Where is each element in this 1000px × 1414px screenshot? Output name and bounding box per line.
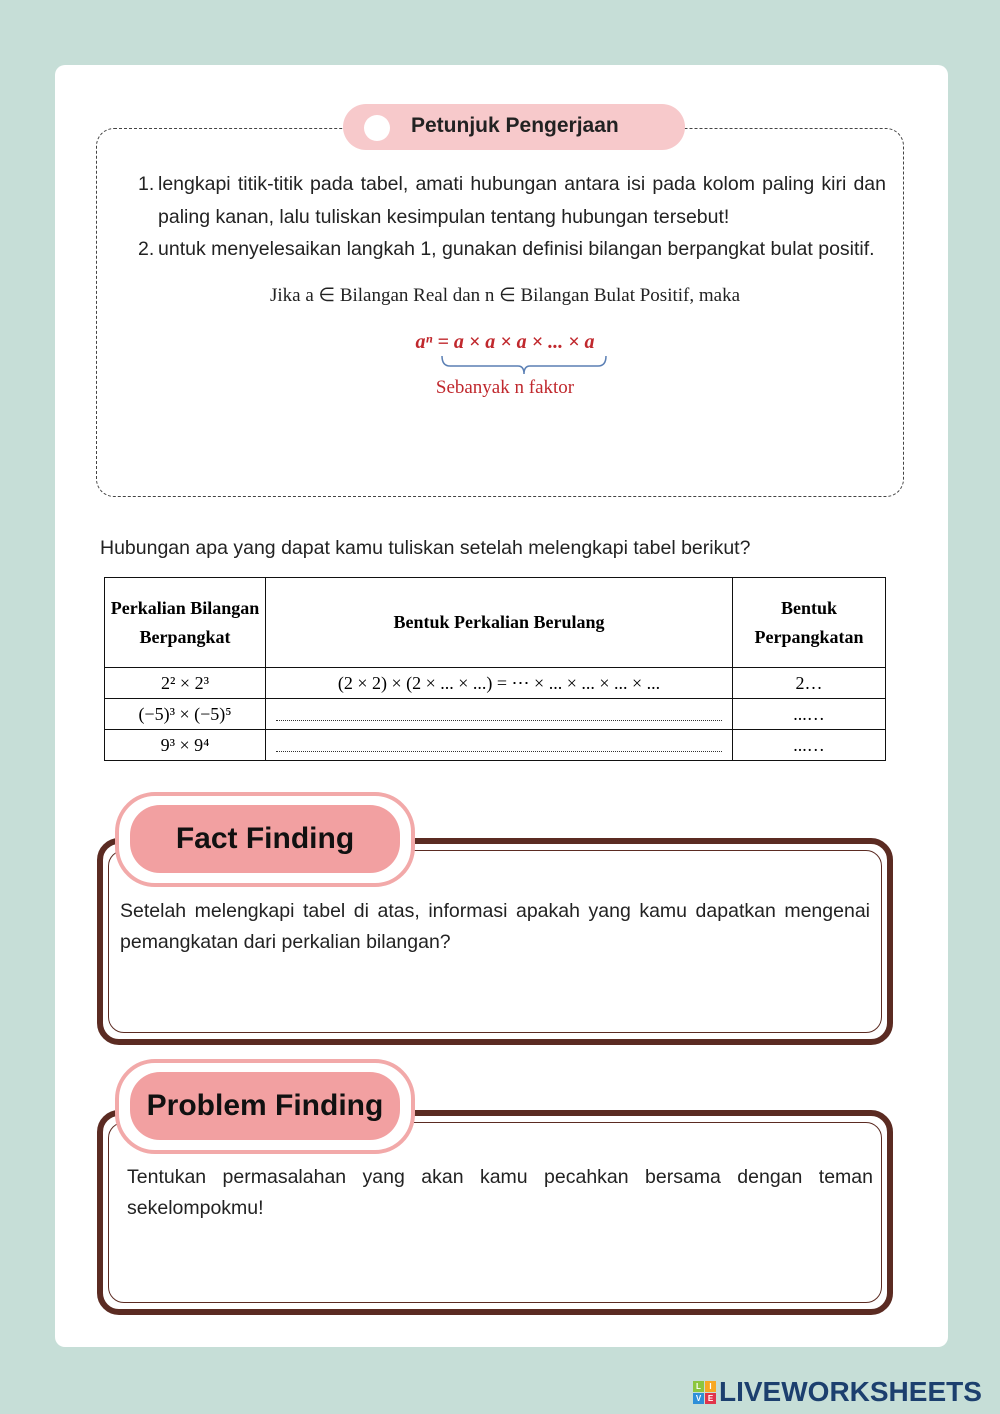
header-col-1: Perkalian Bilangan Berpangkat xyxy=(105,578,266,668)
table-row xyxy=(105,730,886,761)
problem-finding-text: Tentukan permasalahan yang akan kamu pecahkan bersama dengan teman sekelompokmu! xyxy=(127,1166,873,1219)
cell-power[interactable]: ...… xyxy=(733,730,886,761)
item-number: 2. xyxy=(138,238,155,260)
problem-finding-title: Problem Finding xyxy=(130,1072,400,1140)
instructions-list xyxy=(138,168,886,266)
instructions-content xyxy=(120,168,890,400)
cell-power[interactable]: 2… xyxy=(733,668,886,699)
cell-repeated-blank[interactable] xyxy=(266,699,733,730)
fact-finding-title: Fact Finding xyxy=(130,805,400,873)
definition-text: Jika a ∈ Bilangan Real dan n ∈ Bilangan Bulat Positif, maka xyxy=(269,284,741,306)
cell-repeated[interactable]: (2 × 2) × (2 × ... × ...) = ⋯ × ... × ... × ... × ... xyxy=(266,668,733,699)
header-col-2: Bentuk Perkalian Berulang xyxy=(266,578,733,668)
item-number: 1. xyxy=(138,173,155,195)
item-text: untuk menyelesaikan langkah 1, gunakan definisi bilangan berpangkat bulat positif. xyxy=(158,238,875,260)
table-question: Hubungan apa yang dapat kamu tuliskan setelah melengkapi tabel berikut? xyxy=(100,537,751,559)
instruction-item xyxy=(138,168,886,233)
brace-icon xyxy=(440,354,608,376)
item-text: lengkapi titik-titik pada tabel, amati hubungan antara isi pada kolom paling kiri dan paling kanan, lalu tuliskan kesimpulan tentang hubungan tersebut! xyxy=(158,173,886,228)
cell-product: 2² × 2³ xyxy=(105,668,266,699)
cell-repeated-blank[interactable] xyxy=(266,730,733,761)
cell-product: (−5)³ × (−5)⁵ xyxy=(105,699,266,730)
brace-label: Sebanyak n faktor xyxy=(435,376,575,398)
formula: aⁿ = a × a × a × ... × a xyxy=(415,330,595,353)
table-row xyxy=(105,699,886,730)
instruction-item xyxy=(138,233,886,266)
cell-power[interactable]: ...… xyxy=(733,699,886,730)
exponent-table xyxy=(104,577,886,761)
table-row xyxy=(105,668,886,699)
instructions-title-pill xyxy=(343,104,685,150)
instructions-title: Petunjuk Pengerjaan xyxy=(411,114,619,137)
liveworksheets-logo xyxy=(693,1376,982,1408)
cell-product: 9³ × 9⁴ xyxy=(105,730,266,761)
logo-text: LIVEWORKSHEETS xyxy=(719,1376,982,1407)
bullet-dot xyxy=(364,115,390,141)
fact-finding-text: Setelah melengkapi tabel di atas, informasi apakah yang kamu dapatkan mengenai pemangkatan dari perkalian bilangan? xyxy=(120,900,870,953)
header-col-3: Bentuk Perpangkatan xyxy=(733,578,886,668)
logo-icon: L I V E xyxy=(693,1381,716,1404)
